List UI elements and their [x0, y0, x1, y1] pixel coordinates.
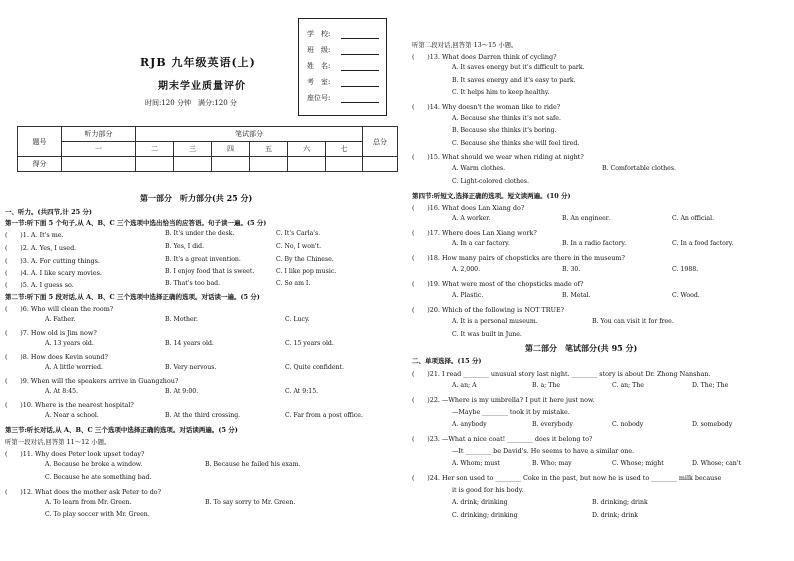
q6: ( )6. Who will clean the room?	[5, 305, 114, 313]
col-7: 七	[326, 142, 363, 157]
q16: ( )16. What does Lan Xiang do?	[412, 204, 525, 212]
score-table	[17, 126, 398, 172]
col-4: 四	[212, 142, 250, 157]
row-header: 题号	[18, 127, 62, 157]
q2: ( )2. A. Yes, I used.	[5, 244, 77, 252]
writing-header: 笔试部分	[136, 127, 363, 142]
info-class: 班 级:	[307, 45, 379, 55]
exam-title: RJB 九年级英语(上)	[140, 56, 256, 69]
q10: ( )10. Where is the nearest hospital?	[5, 401, 134, 409]
q9: ( )9. When will the speakers arrive in Guangzhou?	[5, 377, 179, 385]
q24: ( )24. Her son used to ________ Coke in the past, but now he is used to ________ milk because	[412, 474, 722, 482]
dialog2-intro: 听第二段对话,回答第 13～15 小题。	[412, 41, 518, 49]
section1-heading: 第一节:听下面 5 个句子,从 A、B、C 三个选项中选出恰当的应答语。句子读一遍。(5 分)	[5, 219, 267, 227]
q23: ( )23. —What a nice coat! ________ does it belong to?	[412, 435, 593, 443]
q8: ( )8. How does Kevin sound?	[5, 353, 108, 361]
q20: ( )20. Which of the following is NOT TRUE?	[412, 306, 565, 314]
part2-title: 第二部分 笔试部分(共 95 分)	[525, 343, 638, 353]
info-school: 学 校:	[307, 29, 379, 39]
info-seat: 座位号:	[307, 93, 379, 103]
col-6: 六	[288, 142, 326, 157]
q7: ( )7. How old is Jim now?	[5, 329, 97, 337]
total-header: 总分	[363, 127, 398, 157]
q15: ( )15. What should we wear when riding at night?	[412, 153, 584, 161]
col-5: 五	[250, 142, 288, 157]
score-row-label: 得分	[18, 157, 62, 172]
q13: ( )13. What does Darren think of cycling?	[412, 53, 557, 61]
section3-heading: 第三节:听长对话,从 A、B、C 三个选项中选择正确的选项。对话读两遍。(5 分)	[5, 426, 238, 434]
q1: ( )1. A. It's me.	[5, 231, 64, 239]
q22: ( )22. —Where is my umbrella? I put it here just now.	[412, 396, 595, 404]
single-choice-heading: 二、单项选择。(15 分)	[412, 357, 482, 365]
col-1: 一	[62, 142, 136, 157]
listening-header: 听力部分	[62, 127, 136, 142]
section2-heading: 第二节:听下面 5 段对话,从 A、B、C 三个选项中选择正确的选项。对话读一遍。(5 分)	[5, 293, 260, 301]
part1-title: 第一部分 听力部分(共 25 分)	[140, 193, 253, 203]
info-name: 姓 名:	[307, 61, 379, 71]
q19: ( )19. What were most of the chopsticks made of?	[412, 280, 584, 288]
section4-heading: 第四节:听短文,选择正确的选项。短文读两遍。(10 分)	[412, 192, 571, 200]
listening-heading: 一、听力。(共四节,计 25 分)	[5, 208, 92, 216]
col-3: 三	[174, 142, 212, 157]
q11: ( )11. Why does Peter look upset today?	[5, 450, 145, 458]
q14: ( )14. Why doesn't the woman like to ride?	[412, 103, 561, 111]
col-2: 二	[136, 142, 174, 157]
q4: ( )4. A. I like scary movies.	[5, 269, 102, 277]
q5: ( )5. A. I guess so.	[5, 281, 74, 289]
q3: ( )3. A. For cutting things.	[5, 257, 100, 265]
student-info-box	[298, 18, 387, 116]
time-score: 时间:120 分钟 满分:120 分	[145, 99, 237, 107]
q21: ( )21. I read ________ unusual story last night. ________ story is about Dr. Zhong Nanshan.	[412, 370, 711, 378]
q17: ( )17. Where does Lan Xiang work?	[412, 229, 537, 237]
q18: ( )18. How many pairs of chopsticks are there in the museum?	[412, 254, 625, 262]
info-room: 考 室:	[307, 77, 379, 87]
exam-subtitle: 期末学业质量评价	[158, 81, 246, 92]
q12: ( )12. What does the mother ask Peter to do?	[5, 488, 162, 496]
section3-intro: 听第一段对话,回答第 11～12 小题。	[5, 438, 111, 446]
